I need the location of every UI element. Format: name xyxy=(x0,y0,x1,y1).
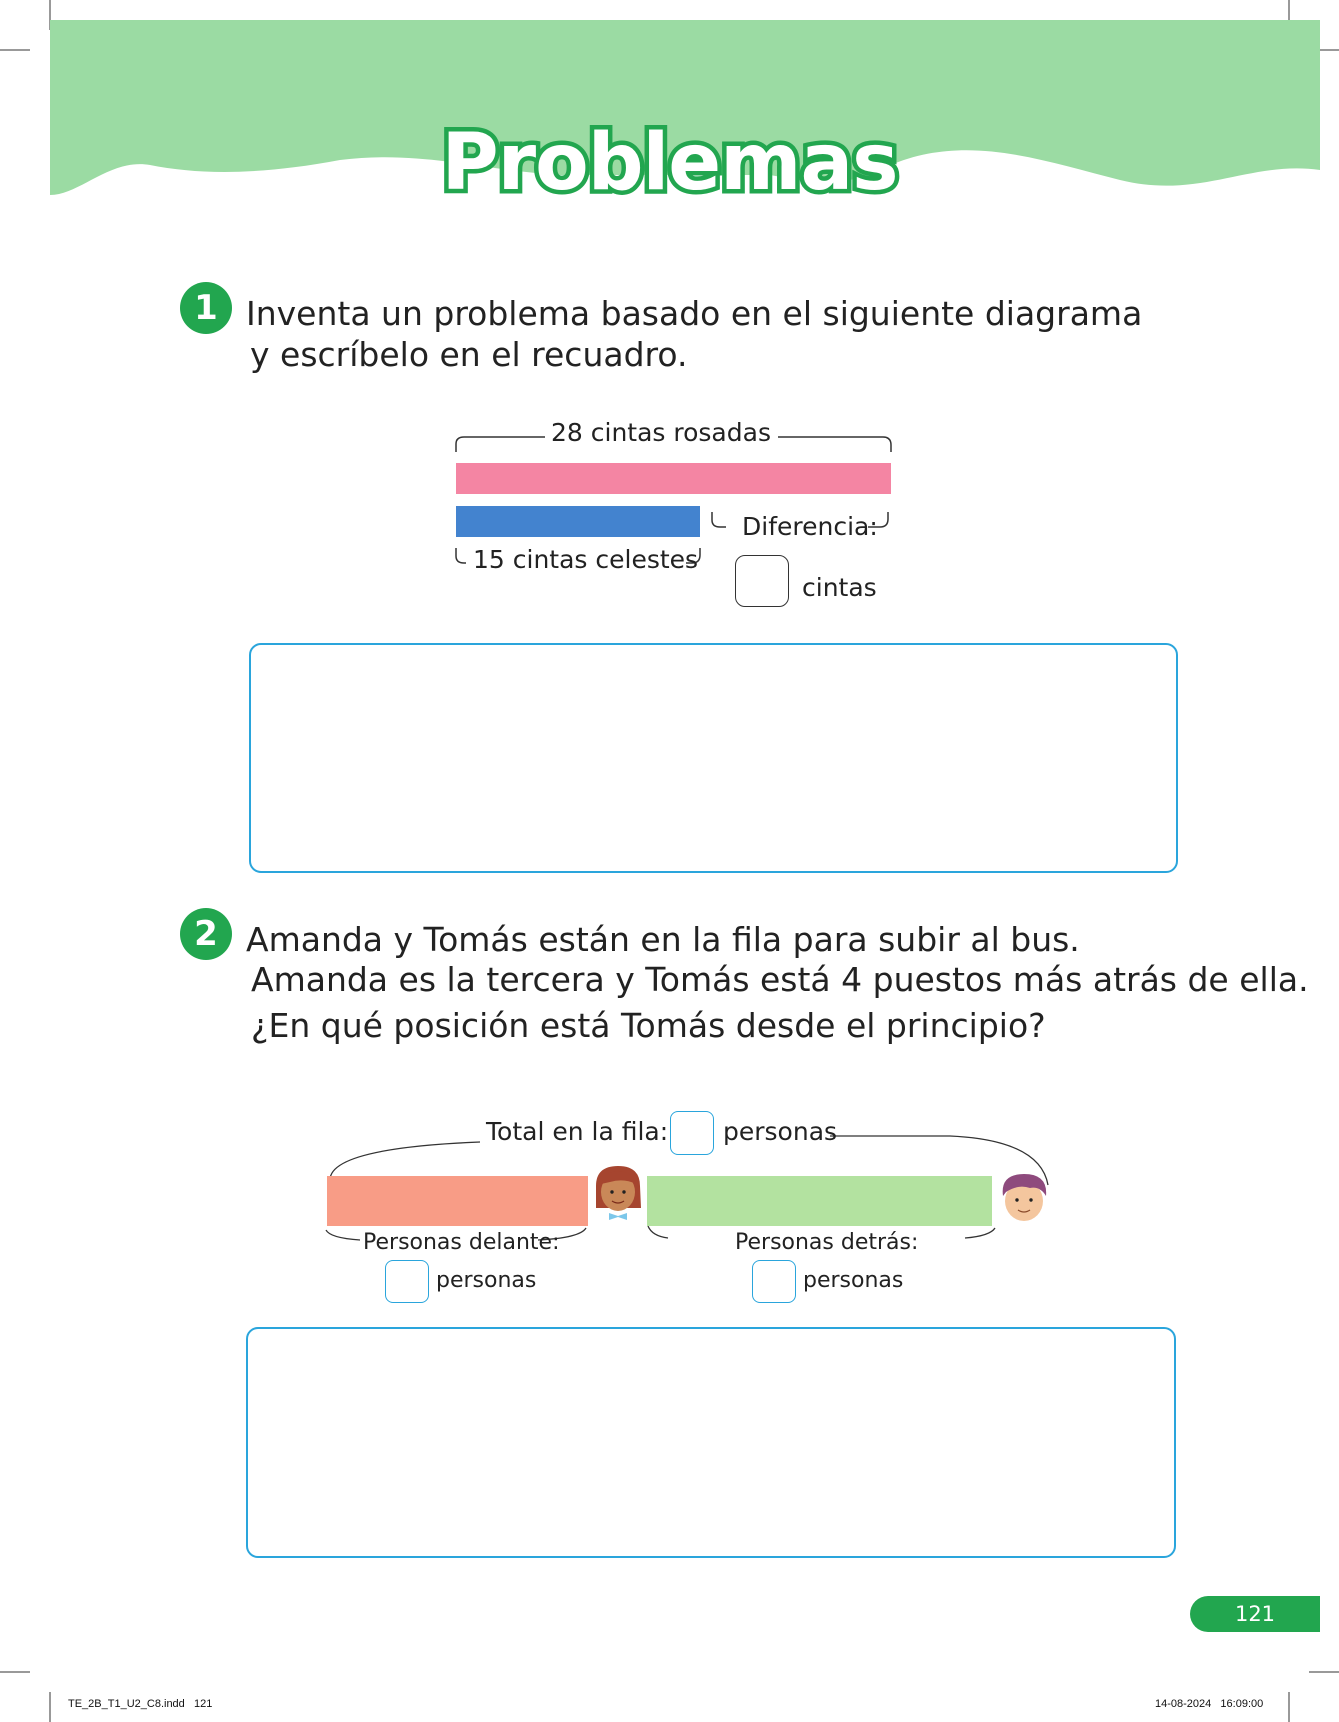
front-label: Personas delante: xyxy=(363,1230,560,1255)
top-label: 28 cintas rosadas xyxy=(551,418,771,447)
difference-unit-label: cintas xyxy=(802,573,877,602)
tomas-avatar-icon xyxy=(1003,1174,1046,1221)
problem-2-answer-box[interactable] xyxy=(246,1327,1176,1558)
problem-2-text-line-3: ¿En qué posición está Tomás desde el principio? xyxy=(251,1006,1046,1045)
behind-brace xyxy=(648,1226,668,1238)
behind-label: Personas detrás: xyxy=(735,1230,919,1255)
footer-file-info: TE_2B_T1_U2_C8.indd 121 xyxy=(68,1698,213,1710)
problem-2-text-line-2: Amanda es la tercera y Tomás está 4 puestos más atrás de ella. xyxy=(251,960,1309,999)
behind-unit-label: personas xyxy=(803,1268,904,1293)
problem-1-text-line-2: y escríbelo en el recuadro. xyxy=(250,335,688,374)
front-brace xyxy=(326,1230,360,1240)
difference-label: Diferencia: xyxy=(742,512,878,541)
total-unit-label: personas xyxy=(723,1117,838,1146)
page-number: 121 xyxy=(1190,1596,1320,1632)
problem-1-number-badge: 1 xyxy=(180,282,232,334)
problem-1-text-line-1: Inventa un problema basado en el siguiente diagrama xyxy=(246,294,1143,333)
page-title: Problemas xyxy=(441,118,898,208)
behind-bar xyxy=(647,1176,992,1226)
front-bar xyxy=(327,1176,588,1226)
amanda-avatar-icon xyxy=(596,1166,641,1220)
bottom-label: 15 cintas celestes xyxy=(473,545,699,574)
problem-2-text-line-1: Amanda y Tomás están en la fila para subir al bus. xyxy=(246,920,1080,959)
total-brace xyxy=(330,1142,480,1180)
footer-timestamp: 14-08-2024 16:09:00 xyxy=(1155,1698,1264,1710)
total-label: Total en la fila: xyxy=(486,1117,669,1146)
behind-answer-box[interactable] xyxy=(752,1260,796,1303)
front-answer-box[interactable] xyxy=(385,1260,429,1303)
front-unit-label: personas xyxy=(436,1268,537,1293)
total-answer-box[interactable] xyxy=(670,1111,714,1155)
problem-2-number-badge: 2 xyxy=(180,908,232,960)
